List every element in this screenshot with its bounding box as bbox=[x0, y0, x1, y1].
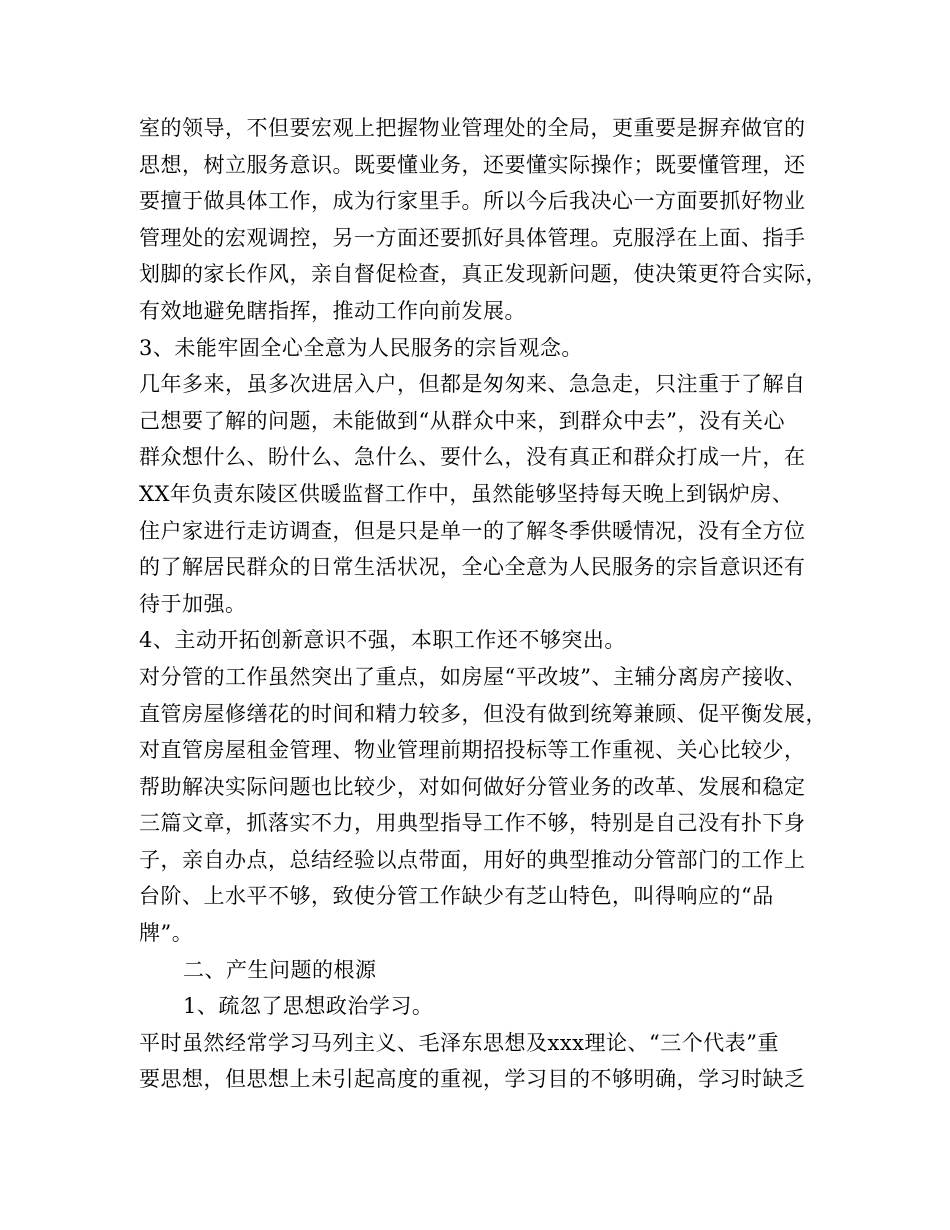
text-line: 子，亲自办点，总结经验以点带面，用好的典型推动分管部门的工作上 bbox=[139, 847, 806, 872]
document-body bbox=[139, 110, 829, 1098]
text-line: 己想要了解的问题，未能做到“从群众中来，到群众中去”，没有关心 bbox=[139, 408, 785, 433]
text-line: 思想，树立服务意识。既要懂业务，还要懂实际操作；既要懂管理，还 bbox=[139, 152, 806, 177]
text-line: 台阶、上水平不够，致使分管工作缺少有芝山特色，叫得响应的“品 bbox=[139, 884, 774, 909]
section-heading-line: 1、疏忽了思想政治学习。 bbox=[183, 994, 434, 1019]
text-line: 待于加强。 bbox=[139, 591, 247, 616]
text-line: 群众想什么、盼什么、急什么、要什么，没有真正和群众打成一片，在 bbox=[139, 445, 806, 470]
text-line: 3、未能牢固全心全意为人民服务的宗旨观念。 bbox=[139, 335, 583, 360]
text-line: 三篇文章，抓落实不力，用典型指导工作不够，特别是自己没有扑下身 bbox=[139, 811, 806, 836]
section-heading-line: 二、产生问题的根源 bbox=[183, 957, 377, 982]
text-line: 管理处的宏观调控，另一方面还要抓好具体管理。克服浮在上面、指手 bbox=[139, 225, 806, 250]
text-line: 划脚的家长作风，亲自督促检查，真正发现新问题，使决策更符合实际， bbox=[139, 262, 827, 287]
text-line: 4、主动开拓创新意识不强，本职工作还不够突出。 bbox=[139, 628, 626, 653]
text-line: 要擅于做具体工作，成为行家里手。所以今后我决心一方面要抓好物业 bbox=[139, 189, 806, 214]
text-line: 帮助解决实际问题也比较少，对如何做好分管业务的改革、发展和稳定 bbox=[139, 774, 806, 799]
text-line: 的了解居民群众的日常生活状况，全心全意为人民服务的宗旨意识还有 bbox=[139, 555, 806, 580]
text-line: 室的领导，不但要宏观上把握物业管理处的全局，更重要是摒弃做官的 bbox=[139, 116, 806, 140]
text-line: 直管房屋修缮花的时间和精力较多，但没有做到统筹兼顾、促平衡发展， bbox=[139, 701, 827, 726]
text-line: 对分管的工作虽然突出了重点，如房屋“平改坡”、主辅分离房产接收、 bbox=[139, 664, 807, 689]
text-line: 住户家进行走访调查，但是只是单一的了解冬季供暖情况，没有全方位 bbox=[139, 518, 806, 543]
text-line: 牌”。 bbox=[139, 921, 194, 946]
text-line: 几年多来，虽多次进居入户，但都是匆匆来、急急走，只注重于了解自 bbox=[139, 372, 806, 397]
text-line: XX年负责东陵区供暖监督工作中，虽然能够坚持每天晚上到锅炉房、 bbox=[139, 481, 794, 506]
text-line: 对直管房屋租金管理、物业管理前期招投标等工作重视、关心比较少， bbox=[139, 738, 806, 763]
text-line: 要思想，但思想上未引起高度的重视，学习目的不够明确，学习时缺乏 bbox=[139, 1067, 806, 1092]
text-line: 有效地避免瞎指挥，推动工作向前发展。 bbox=[139, 298, 526, 323]
text-line: 平时虽然经常学习马列主义、毛泽东思想及xxx理论、“三个代表”重 bbox=[139, 1030, 779, 1055]
